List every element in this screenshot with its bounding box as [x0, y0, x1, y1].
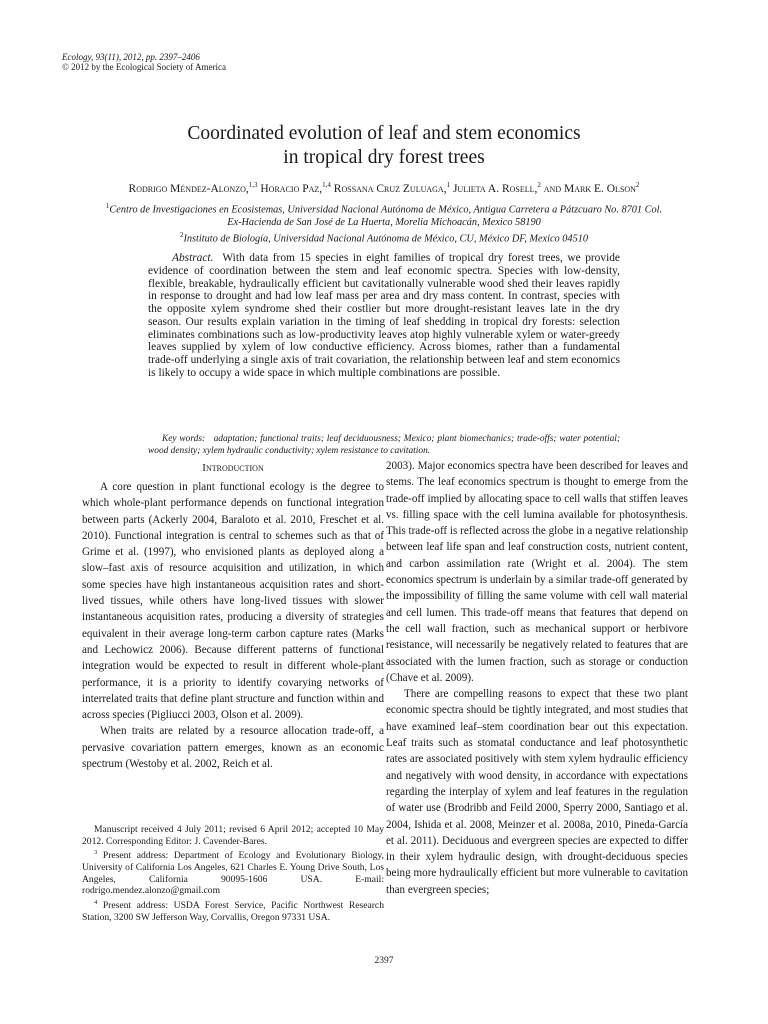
footnote-marker: 4 [94, 898, 98, 906]
footnote-4 [82, 897, 384, 923]
affiliation-text: Centro de Investigaciones en Ecosistemas, Universidad Nacional Autónoma de México, Antigua Carretera a Pátzcuaro No. 8701 Col. [109, 204, 663, 216]
footnotes [82, 824, 384, 923]
journal-info [62, 52, 226, 72]
keywords-text: adaptation; functional traits; leaf deciduousness; Mexico; plant biomechanics; trade-offs; water potential; wood density; xylem hydraulic conductivity; xylem resistance to cavitation. [148, 434, 620, 456]
affiliation-number: 2 [179, 231, 184, 240]
author-affil-ref: 2 [537, 181, 541, 189]
abstract-text: With data from 15 species in eight families of tropical dry forest trees, we provide evidence of coordination between the stem and leaf economic spectra. Species with low-density, flexible, breakable, hydraulically efficient but cavitationally vulnerable wood shed their leaves rapidly in response to drought and had low leaf mass per area and dry mass content. In contrast, species with the opposite xylem syndrome shed their costlier but more drought-resistant leaves late in the dry season. Our results explain variation in the timing of leaf shedding in tropical dry forests: selection eliminates combinations such as low-productivity leaves atop highly vulnerable xylem or water-greedy leaves supplied by xylem of low conductive efficiency. Across biomes, rather than a fundamental trade-off underlying a single axis of trait covariation, the relationship between leaf and stem economics is likely to occupy a wide space in which multiple combinations are possible. [148, 252, 620, 379]
author-affil-ref: 1 [446, 181, 451, 189]
page-number: 2397 [374, 956, 394, 966]
author-affil-ref: 2 [635, 181, 640, 189]
author-affil-ref: 1,4 [322, 181, 331, 189]
right-column [386, 458, 688, 898]
affiliation-1-line-1 [40, 200, 728, 217]
author-name: Rossana Cruz Zuluaga, [333, 182, 447, 195]
title-line-2: in tropical dry forest trees [283, 147, 485, 168]
footnote-3 [82, 847, 384, 897]
paper-title [0, 122, 768, 170]
author-name: Horacio Paz, [260, 182, 323, 195]
body-paragraph: A core question in plant functional ecology is the degree to which whole-plant performance depends on functional integration between parts (Ackerly 2004, Baraloto et al. 2010, Freschet et al. 2010). Functional integration is central to schemes such as that of Grime et al. (1997), who envisioned plants as deployed along a slow–fast axis of resource acquisition and utilization, in which some species have high instantaneous acquisition rates and short-lived tissues, while others have long-lived tissues with slower instantaneous acquisition rates, producing a diversity of strategies equivalent in their average long-term carbon capture rates (Marks and Lechowicz 2006). Because different patterns of functional integration would be expected to result in different whole-plant performance, it is a priority to identify covarying networks of interrelated traits that define plant structure and function within and across species (Pigliucci 2003, Olson et al. 2009). [82, 481, 384, 722]
journal-citation: Ecology, 93(11), 2012, pp. 2397–2406 [62, 52, 200, 62]
title-line-1: Coordinated evolution of leaf and stem economics [187, 123, 581, 144]
author-name: and Mark E. Olson [543, 182, 636, 195]
author-list [0, 178, 768, 196]
left-column [82, 460, 384, 772]
abstract [148, 252, 620, 380]
section-heading-introduction: Introduction [202, 462, 264, 474]
body-paragraph: There are compelling reasons to expect that these two plant economic spectra should be tightly integrated, and most studies that have examined leaf–stem coordination bear out this expectation. Leaf traits such as stomatal conductance and leaf photosynthetic rates are associated positively with stem xylem hydraulic efficiency and negatively with wood density, in accordance with expectations regarding the interplay of xylem and leaf features in the regulation of water use (Brodribb and Feild 2000, Sperry 2000, Santiago et al. 2004, Ishida et al. 2008, Meinzer et al. 2008a, 2010, Pineda-García et al. 2011). Deciduous and evergreen species are expected to differ in their xylem hydraulic design, with drought-deciduous species being more hydraulically efficient but more vulnerable to cavitation than evergreen species; [386, 688, 688, 896]
affiliation-1-line-2: Ex-Hacienda de San José de La Huerta, Morelia Michoacán, Mexico 58190 [227, 216, 541, 228]
author-name: Rodrigo Méndez-Alonzo, [128, 182, 249, 195]
body-paragraph: 2003). Major economics spectra have been described for leaves and stems. The leaf economics spectrum is thought to emerge from the trade-off implied by allocating space to cell walls that stiffen leaves vs. filling space with the cell lumina available for photosynthesis. This trade-off is reflected across the globe in a negative relationship between leaf life span and leaf construction costs, nutrient content, and carbon assimilation rate (Wright et al. 2004). The stem economics spectrum is underlain by a similar trade-off generated by the impossibility of filling the same volume with cell wall material and cell lumen. This trade-off means that features that depend on the cell wall fraction, such as mechanical support or herbivore resistance, will necessarily be negatively related to features that are associated with the lumen fraction, such as storage or conduction (Chave et al. 2009). [386, 460, 688, 684]
footnote-manuscript: Manuscript received 4 July 2011; revised 6 April 2012; accepted 10 May 2012. Corresponding Editor: J. Cavender-Bares. [82, 824, 384, 847]
affiliations [40, 200, 728, 246]
affiliation-number: 1 [105, 202, 110, 210]
footnote-text: Present address: USDA Forest Service, Pacific Northwest Research Station, 3200 SW Jefferson Way, Corvallis, Oregon 97331 USA. [82, 899, 384, 923]
keywords-label: Key words: [162, 434, 206, 444]
abstract-label: Abstract. [172, 252, 214, 264]
footnote-marker: 3 [94, 849, 98, 857]
author-affil-ref: 1,3 [248, 181, 258, 189]
keywords [148, 434, 620, 457]
affiliation-2 [40, 229, 728, 246]
author-name: Julieta A. Rosell, [452, 182, 538, 195]
footnote-text: Present address: Department of Ecology and Evolutionary Biology, University of California Los Angeles, 621 Charles E. Young Drive South, Los Angeles, California 90095-1606 USA. E-mail: rodrigo.mendez.alonzo@gmail.com [82, 850, 384, 897]
affiliation-text: Instituto de Biología, Universidad Nacional Autónoma de México, CU, México DF, Mexico 04510 [183, 233, 589, 245]
journal-copyright: © 2012 by the Ecological Society of America [62, 62, 227, 72]
body-paragraph: When traits are related by a resource allocation trade-off, a pervasive covariation pattern emerges, known as an economic spectrum (Westoby et al. 2002, Reich et al. [82, 725, 384, 771]
